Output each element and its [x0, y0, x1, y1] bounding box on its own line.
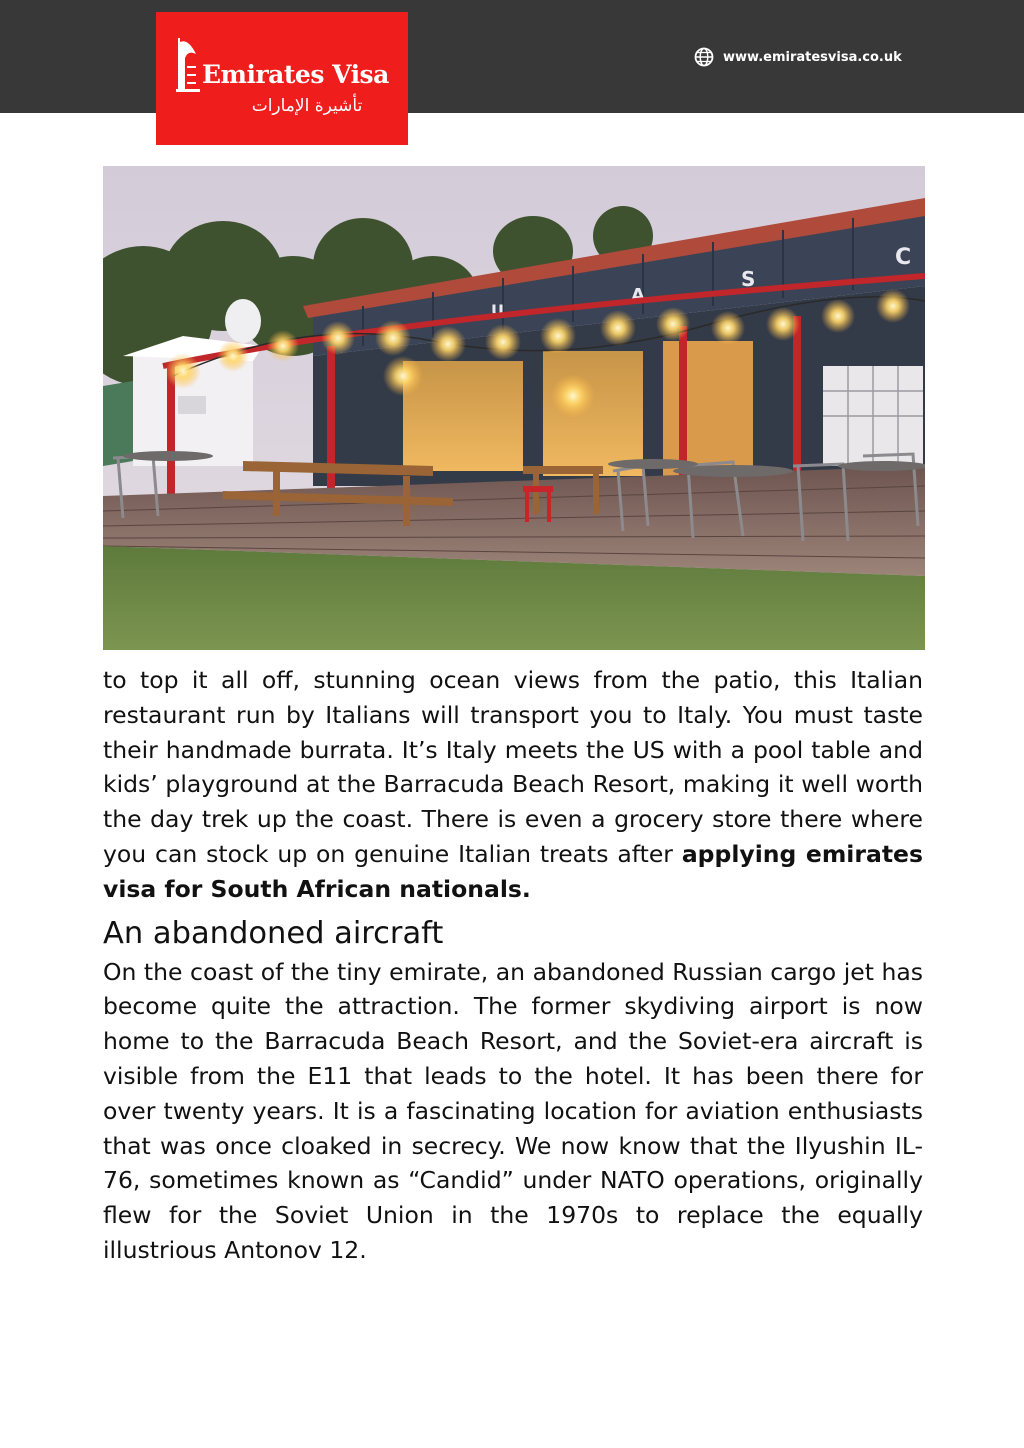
article: [103, 663, 923, 1268]
logo-arabic-name: تأشيرة الإمارات: [251, 96, 363, 116]
section-heading: An abandoned aircraft: [103, 915, 444, 951]
paragraph-1-bold: applying emirates visa for South African nationals.: [103, 839, 923, 903]
sign-letter-1: U: [491, 301, 504, 320]
sign-letter-3: S: [741, 267, 756, 291]
restaurant-illustration: [103, 166, 925, 650]
paragraph-1-text: to top it all off, stunning ocean views from the patio, this Italian restaurant run by Italians will transport you to Italy. You must taste their handmade burrata. It’s Italy meets the US with a pool table and kids’ playground at the Barracuda Beach Resort, making it well worth the day trek up the coast. There is even a grocery store there where you can stock up on genuine Italian treats after: [103, 666, 923, 868]
article-paragraph-1: [103, 663, 923, 907]
globe-icon: [694, 47, 714, 67]
website-link[interactable]: [694, 46, 902, 68]
burj-al-arab-icon: [176, 36, 200, 92]
logo-name: Emirates Visa: [202, 60, 389, 89]
logo[interactable]: [156, 12, 408, 145]
website-url: www.emiratesvisa.co.uk: [723, 49, 902, 65]
sign-letter-2: A: [631, 285, 645, 306]
restaurant-photo: [103, 166, 925, 650]
article-paragraph-2: On the coast of the tiny emirate, an abandoned Russian cargo jet has become quite the attraction. The former skydiving airport is now home to the Barracuda Beach Resort, and the Soviet-era aircraft is visible from the E11 that leads to the hotel. It has been there for over twenty years. It is a fascinating location for aviation enthusiasts that was once cloaked in secrecy. We now know that the Ilyushin IL-76, sometimes known as “Candid” under NATO operations, originally flew for the Soviet Union in the 1970s to replace the equally illustrious Antonov 12.: [103, 957, 923, 1264]
sign-letter-4: C: [895, 245, 912, 270]
